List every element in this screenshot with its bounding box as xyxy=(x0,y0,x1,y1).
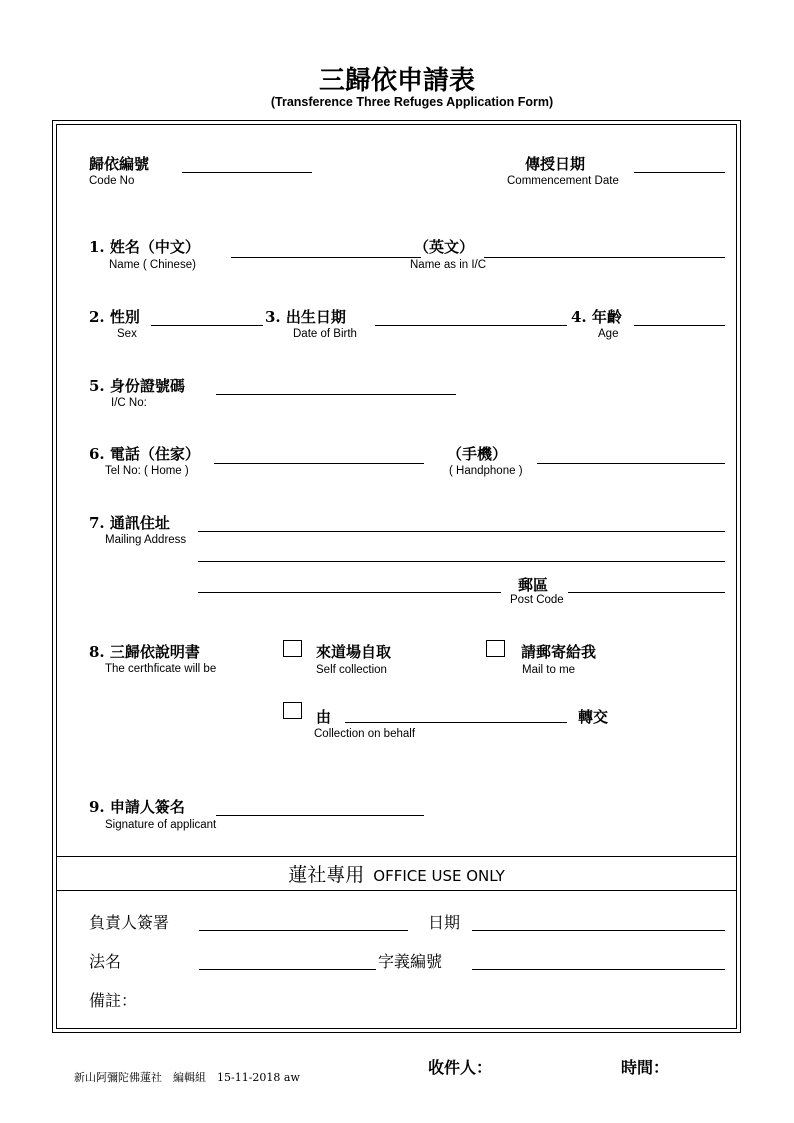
address-label: 7. 通訊住址 xyxy=(89,514,170,532)
behalf-suffix-label: 轉交 xyxy=(578,708,609,726)
commencement-date-field[interactable] xyxy=(634,172,725,173)
code-no-label-en: Code No xyxy=(89,175,135,187)
behalf-checkbox[interactable] xyxy=(283,702,302,719)
self-collection-label: 來道場自取 xyxy=(316,643,392,661)
mail-to-me-label-en: Mail to me xyxy=(522,664,576,676)
office-divider-top xyxy=(56,856,737,857)
tel-home-label: 6. 電話（住家） xyxy=(89,445,200,463)
name-chinese-field[interactable] xyxy=(231,257,421,258)
ic-no-label: 5. 身份證號碼 xyxy=(89,377,185,395)
mail-to-me-label: 請郵寄給我 xyxy=(521,643,597,661)
address-field-line-3[interactable] xyxy=(198,592,501,593)
office-date-field[interactable] xyxy=(472,930,725,931)
name-ic-label: （英文） xyxy=(414,238,475,256)
mail-to-me-checkbox[interactable] xyxy=(486,640,505,657)
behalf-label-en: Collection on behalf xyxy=(314,728,416,740)
code-no-label: 歸依編號 xyxy=(89,155,150,173)
tel-hand-field[interactable] xyxy=(537,463,725,464)
officer-sign-label: 負責人簽署 xyxy=(89,913,170,932)
dob-field[interactable] xyxy=(375,325,567,326)
footer-receiver-label: 收件人： xyxy=(428,1058,493,1077)
commencement-date-label: 傳授日期 xyxy=(525,155,586,173)
signature-field[interactable] xyxy=(216,815,424,816)
form-title: 三歸依申請表 xyxy=(318,66,475,96)
name-chinese-label: 1. 姓名（中文） xyxy=(89,238,200,256)
remarks-label: 備註： xyxy=(89,991,138,1010)
name-chinese-label-en: Name ( Chinese) xyxy=(109,259,196,271)
dharma-name-label: 法名 xyxy=(89,952,122,971)
dob-label-en: Date of Birth xyxy=(293,328,357,340)
office-divider-bottom xyxy=(56,890,737,891)
tel-hand-label: （手機） xyxy=(447,445,508,463)
tel-hand-label-en: ( Handphone ) xyxy=(449,465,523,477)
code-no-field[interactable] xyxy=(182,172,312,173)
office-heading-en: OFFICE USE ONLY xyxy=(373,867,505,885)
office-heading xyxy=(56,860,737,887)
tel-home-label-en: Tel No: ( Home ) xyxy=(105,465,189,477)
sex-field[interactable] xyxy=(151,325,263,326)
age-field[interactable] xyxy=(634,325,725,326)
name-ic-field[interactable] xyxy=(484,257,725,258)
form-subtitle: (Transference Three Refuges Application Form) xyxy=(270,95,554,109)
tel-home-field[interactable] xyxy=(214,463,424,464)
office-date-label: 日期 xyxy=(428,913,461,932)
certificate-label: 8. 三歸依說明書 xyxy=(89,643,200,661)
address-label-en: Mailing Address xyxy=(105,534,187,546)
sex-label-en: Sex xyxy=(117,328,137,340)
certificate-label-en: The certhficate will be xyxy=(105,663,217,675)
postcode-field[interactable] xyxy=(568,592,725,593)
address-field-line-1[interactable] xyxy=(198,531,725,532)
postcode-label-en: Post Code xyxy=(510,594,564,606)
sex-label: 2. 性別 xyxy=(89,308,140,326)
dharma-name-field[interactable] xyxy=(199,969,376,970)
dob-label: 3. 出生日期 xyxy=(265,308,346,326)
signature-label-en: Signature of applicant xyxy=(105,819,217,831)
commencement-date-label-en: Commencement Date xyxy=(507,175,619,187)
footer-org: 新山阿彌陀佛蓮社 編輯組 15-11-2018 aw xyxy=(74,1071,300,1084)
behalf-prefix-label: 由 xyxy=(316,708,332,726)
behalf-name-field[interactable] xyxy=(345,722,567,723)
self-collection-label-en: Self collection xyxy=(316,664,387,676)
age-label: 4. 年齡 xyxy=(571,308,622,326)
age-label-en: Age xyxy=(598,328,619,340)
footer-time-label: 時間： xyxy=(621,1058,670,1077)
serial-no-field[interactable] xyxy=(472,969,725,970)
postcode-label: 郵區 xyxy=(518,576,549,594)
address-field-line-2[interactable] xyxy=(198,561,725,562)
office-heading-zh: 蓮社專用 xyxy=(288,864,365,886)
serial-no-label: 字義編號 xyxy=(378,952,443,971)
self-collection-checkbox[interactable] xyxy=(283,640,302,657)
name-ic-label-en: Name as in I/C xyxy=(410,259,487,271)
ic-no-label-en: I/C No: xyxy=(111,397,147,409)
ic-no-field[interactable] xyxy=(216,394,456,395)
officer-sign-field[interactable] xyxy=(199,930,408,931)
signature-label: 9. 申請人簽名 xyxy=(89,798,185,816)
